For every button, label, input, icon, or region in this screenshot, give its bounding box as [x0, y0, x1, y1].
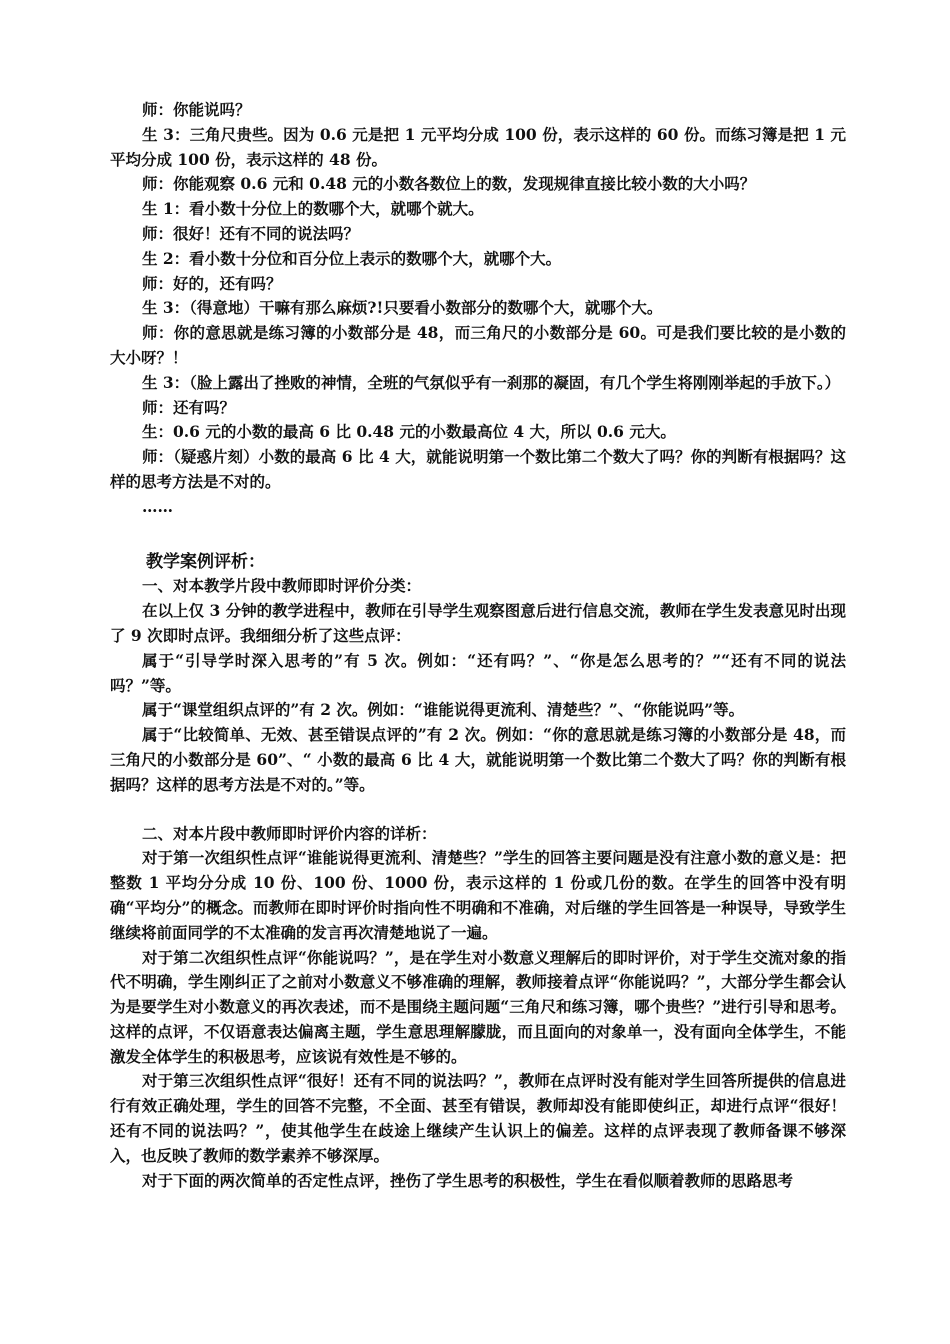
dialogue-line: 生 1：看小数十分位上的数哪个大，就哪个就大。 [142, 199, 484, 219]
dialogue-line: 生 3：三角尺贵些。因为 0.6 元是把 1 元平均分成 100 份，表示这样的 60 份。而练习簿是把 1 元平均分成 100 份，表示这样的 48 份。 [110, 124, 846, 169]
section-heading: 二、对本片段中教师即时评价内容的详析： [142, 823, 437, 843]
paragraph: 在以上仅 3 分钟的教学进程中，教师在引导学生观察图意后进行信息交流，教师在学生发表意见时出现了 9 次即时点评。我细细分析了这些点评： [110, 601, 846, 645]
section-heading: 一、对本教学片段中教师即时评价分类： [142, 576, 422, 596]
dialogue-line: 师：（疑惑片刻）小数的最高 6 比 4 大，就能说明第一个数比第二个数大了吗？你的判断有根据吗？这样的思考方法是不对的。 [110, 447, 846, 491]
dialogue-line: 师：好的，还有吗？ [142, 273, 282, 293]
paragraph: 对于第三次组织性点评“很好！还有不同的说法吗？”，教师在点评时没有能对学生回答所提供的信息进行有效正确处理，学生的回答不完整，不全面、甚至有错误，教师却没有能即使纠正，却进行点评“很好！还有不同的说法吗？”，使其他学生在歧途上继续产生认识上的偏差。这样的点评表现了教师备课不够深入，也反映了教师的数学素养不够深厚。 [110, 1071, 846, 1165]
dialogue-line: 师：你能说吗？ [142, 100, 251, 119]
paragraph: 对于第一次组织性点评“谁能说得更流利、清楚些？”学生的回答主要问题是没有注意小数的意义是：把整数 1 平均分分成 10 份、100 份、1000 份，表示这样的 1 份或几份的数。在学生的回答中没有明确“平均分”的概念。而教师在即时评价时指向性不明确和不准确，对后继的学生回答是一种误导，导致学生继续将前面同学的不太准确的发言再次清楚地说了一遍。 [110, 848, 846, 942]
dialogue-line: 师：你的意思就是练习簿的小数部分是 48，而三角尺的小数部分是 60。可是我们要比较的是小数的大小呀？！ [110, 323, 846, 367]
document-page [110, 98, 846, 1193]
dialogue-line: 师：你能观察 0.6 元和 0.48 元的小数各数位上的数，发现规律直接比较小数的大小吗？ [142, 174, 756, 194]
paragraph: 对于下面的两次简单的否定性点评，挫伤了学生思考的积极性，学生在看似顺着教师的思路思考 [142, 1170, 794, 1190]
paragraph: 属于“比较简单、无效、甚至错误点评的”有 2 次。例如：“你的意思就是练习簿的小数部分是 48，而三角尺的小数部分是 60”、“ 小数的最高 6 比 4 大，就能说明第一个数比第二个数大了吗？你的判断有根据吗？这样的思考方法是不对的。”等。 [110, 725, 846, 794]
dialogue-line: 生 3：（脸上露出了挫败的神情，全班的气氛似乎有一刹那的凝固，有几个学生将刚刚举起的手放下。） [142, 372, 841, 392]
paragraph: 属于“课堂组织点评的”有 2 次。例如：“谁能说得更流利、清楚些？”、“你能说吗”等。 [142, 700, 745, 720]
spacer [110, 798, 846, 822]
paragraph: 属于“引导学时深入思考的”有 5 次。例如：“还有吗？”、“你是怎么思考的？”“还有不同的说法吗？”等。 [110, 650, 846, 695]
dialogue-line: 生 2：看小数十分位和百分位上表示的数哪个大，就哪个大。 [142, 248, 562, 268]
dialogue-line: 师：很好！还有不同的说法吗？ [142, 223, 360, 243]
ellipsis: …… [142, 496, 173, 516]
dialogue-line: 生 3：（得意地）干嘛有那么麻烦?!只要看小数部分的数哪个大，就哪个大。 [142, 298, 663, 318]
dialogue-line: 生：0.6 元的小数的最高 6 比 0.48 元的小数最高位 4 大，所以 0.6 元大。 [142, 422, 676, 442]
dialogue-line: 师：还有吗？ [142, 397, 236, 417]
analysis-title: 教学案例评析： [146, 551, 265, 572]
paragraph: 对于第二次组织性点评“你能说吗？”，是在学生对小数意义理解后的即时评价，对于学生交流对象的指代不明确，学生刚纠正了之前对小数意义不够准确的理解，教师接着点评“你能说吗？”，大部分学生都会认为是要学生对小数意义的再次表述，而不是围绕主题问题“三角尺和练习簿，哪个贵些？”进行引导和思考。这样的点评，不仅语意表达偏离主题，学生意思理解朦胧，而且面向的对象单一，没有面向全体学生，不能激发全体学生的积极思考，应该说有效性是不够的。 [110, 947, 846, 1066]
